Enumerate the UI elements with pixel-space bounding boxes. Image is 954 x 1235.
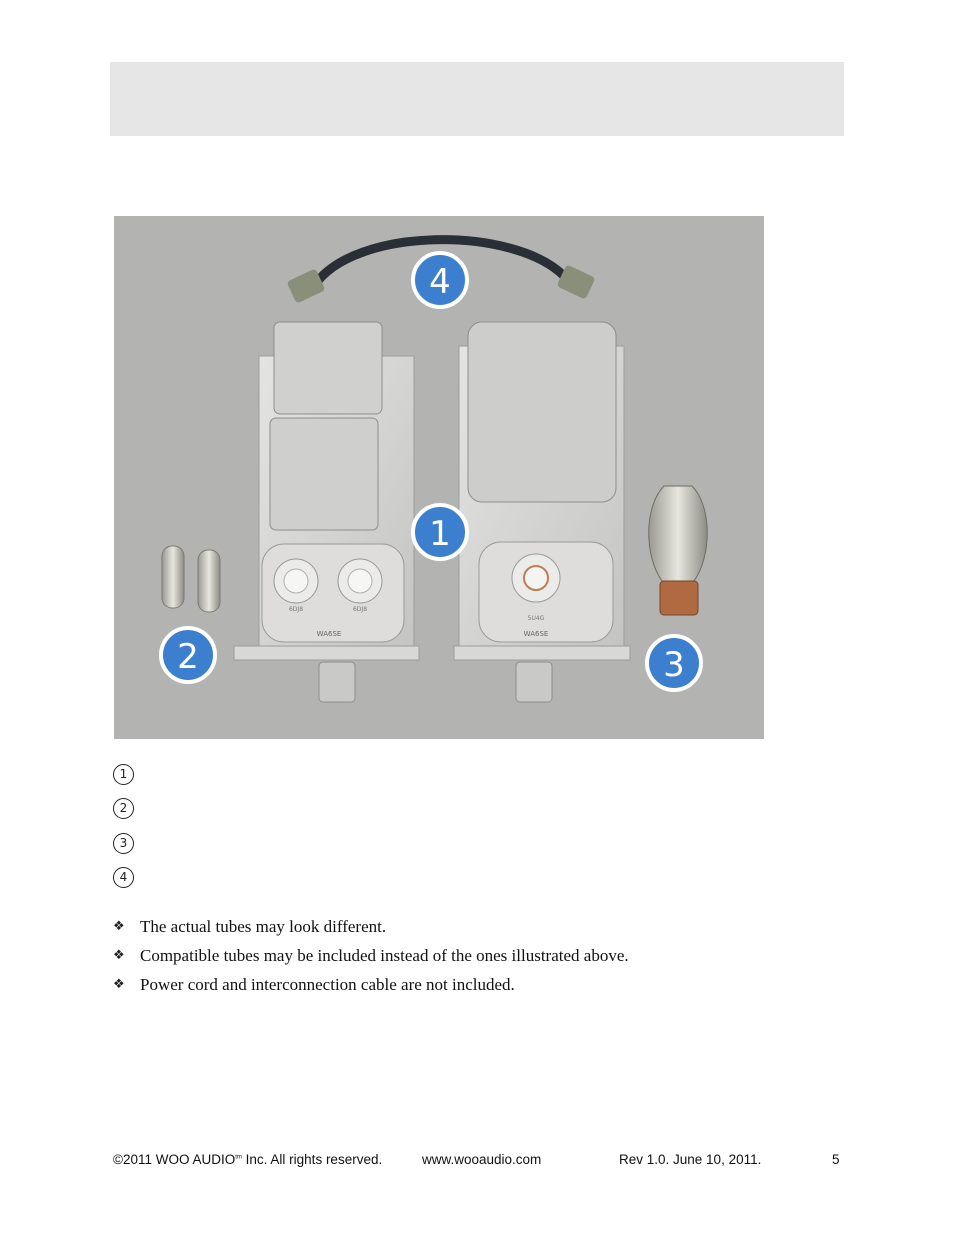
right-model-label: WA6SE — [523, 630, 549, 638]
note-text: Compatible tubes may be included instead of the ones illustrated above. — [140, 945, 629, 965]
left-socket-a-label: 6DJ8 — [288, 606, 304, 613]
numbered-parts-list — [113, 757, 134, 895]
circled-number: 1 — [113, 764, 134, 785]
notes-list — [113, 912, 629, 999]
diamond-bullet-icon: ❖ — [113, 948, 125, 963]
badge-1 — [413, 505, 467, 559]
list-item — [113, 792, 134, 827]
copyright-text: ©2011 WOO AUDIO — [113, 1152, 236, 1167]
circled-number: 4 — [113, 867, 134, 888]
power-tube — [649, 486, 708, 615]
driver-tubes — [162, 546, 220, 612]
badge-2 — [161, 628, 215, 682]
note-text: Power cord and interconnection cable are not included. — [140, 974, 515, 994]
left-socket-b-label: 6DJ8 — [352, 606, 368, 613]
circled-number: 3 — [113, 833, 134, 854]
rights-text: Inc. All rights reserved. — [241, 1152, 383, 1167]
badge-2-number: 2 — [177, 637, 199, 677]
left-chassis — [234, 322, 419, 702]
right-socket-label: 5U4G — [527, 615, 545, 622]
badge-4 — [413, 253, 467, 307]
badge-3 — [647, 636, 701, 690]
badge-1-number: 1 — [429, 514, 451, 554]
footer-website: www.wooaudio.com — [422, 1152, 542, 1167]
list-item — [113, 757, 134, 792]
footer-copyright — [113, 1152, 382, 1167]
package-contents-illustration — [114, 216, 764, 739]
footer-revision: Rev 1.0. June 10, 2011. — [619, 1152, 762, 1167]
note-text: The actual tubes may look different. — [140, 916, 387, 936]
header-band — [110, 62, 844, 136]
circled-number: 2 — [113, 798, 134, 819]
right-chassis — [454, 322, 630, 702]
note-item — [113, 912, 629, 941]
trademark-mark: tm — [235, 1154, 242, 1161]
badge-3-number: 3 — [663, 645, 685, 685]
list-item — [113, 861, 134, 896]
note-item — [113, 941, 629, 970]
note-item — [113, 970, 629, 999]
page-number: 5 — [832, 1152, 840, 1167]
diamond-bullet-icon: ❖ — [113, 977, 125, 992]
badge-4-number: 4 — [429, 262, 451, 302]
diamond-bullet-icon: ❖ — [113, 919, 125, 934]
list-item — [113, 826, 134, 861]
left-model-label: WA6SE — [316, 630, 342, 638]
product-photo — [114, 216, 764, 739]
page-footer — [0, 1152, 954, 1172]
